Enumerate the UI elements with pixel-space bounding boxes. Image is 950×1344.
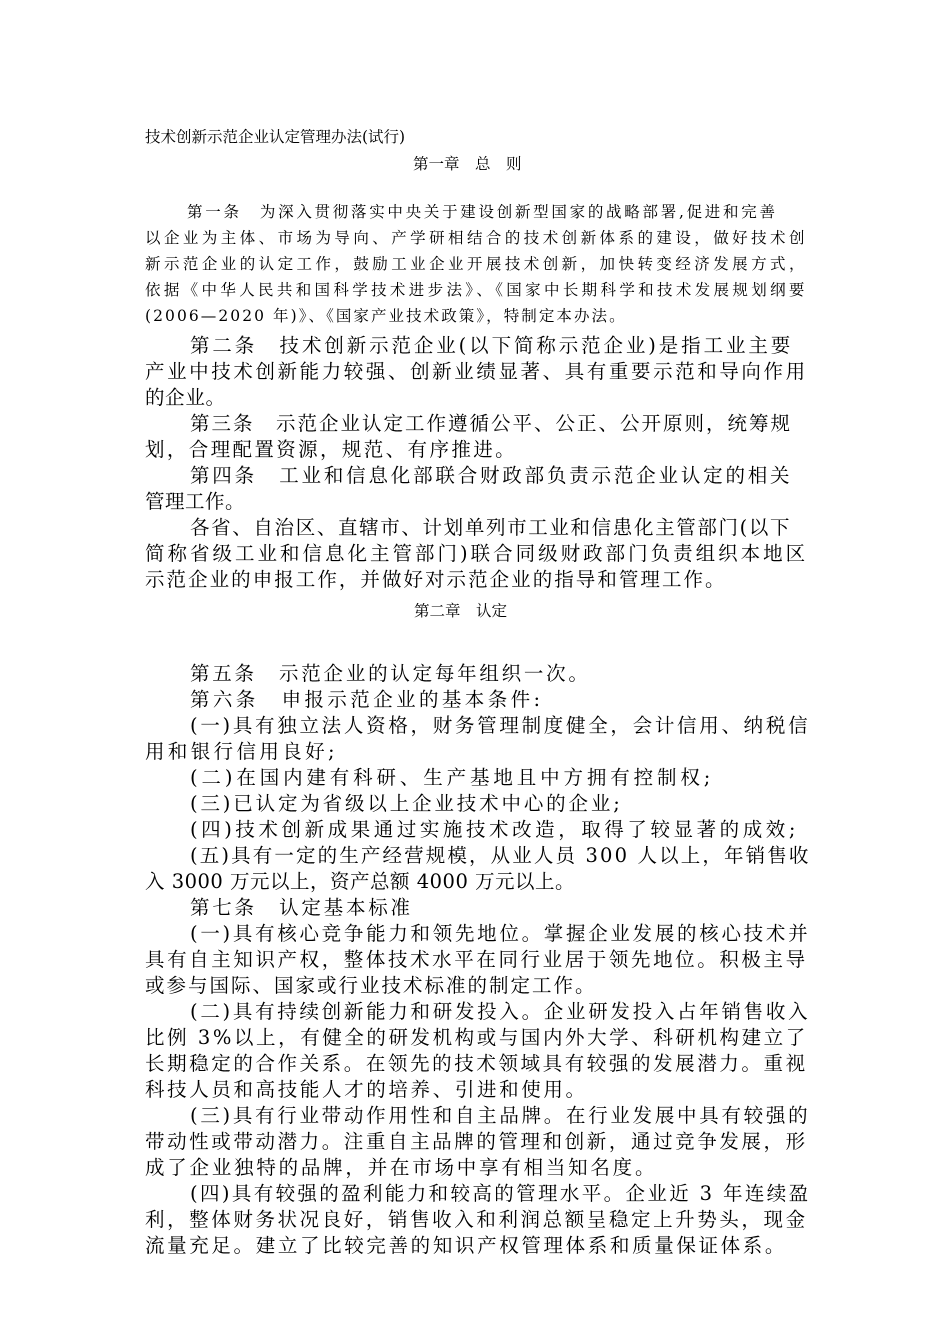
chapter-heading: 第一章 总 则	[413, 155, 522, 173]
body-line: 科技人员和高技能人才的培养、引进和使用。	[145, 1078, 588, 1101]
body-line: 带动性或带动潜力。注重自主品牌的管理和创新，通过竞争发展，形	[145, 1130, 808, 1153]
body-line: 比例 3%以上，有健全的研发机构或与国内外大学、科研机构建立了	[145, 1026, 808, 1049]
body-line: (三)具有行业带动作用性和自主品牌。在行业发展中具有较强的	[190, 1104, 811, 1127]
body-line: 第一条 为深入贯彻落实中央关于建设创新型国家的战略部署,促进和完善	[187, 203, 778, 221]
body-line: 入 3000 万元以上，资产总额 4000 万元以上。	[145, 870, 576, 893]
body-line: 第三条 示范企业认定工作遵循公平、公正、公开原则，统筹规	[190, 412, 793, 435]
body-line: (二)具有持续创新能力和研发投入。企业研发投入占年销售收入	[190, 1000, 811, 1023]
body-line: 的企业。	[145, 386, 226, 409]
document-title: 技术创新示范企业认定管理办法(试行)	[145, 128, 406, 146]
body-line: 第四条 工业和信息化部联合财政部负责示范企业认定的相关	[190, 464, 793, 487]
body-line: 第二条 技术创新示范企业(以下简称示范企业)是指工业主要	[190, 334, 794, 357]
body-line: 简称省级工业和信息化主管部门)联合同级财政部门负责组织本地区	[145, 542, 809, 565]
body-line: 第七条 认定基本标准	[190, 896, 413, 919]
body-line: 依据《中华人民共和国科学技术进步法》、《国家中长期科学和技术发展规划纲要	[145, 281, 808, 299]
body-line: 产业中技术创新能力较强、创新业绩显著、具有重要示范和导向作用	[145, 360, 808, 383]
body-line: 用和银行信用良好;	[145, 740, 338, 763]
body-line: (一)具有独立法人资格，财务管理制度健全，会计信用、纳税信	[190, 714, 811, 737]
body-line: 各省、自治区、直辖市、计划单列市工业和信患化主管部门(以下	[190, 516, 792, 539]
chapter-heading: 第二章 认定	[414, 602, 508, 620]
body-line: (2006—2020 年)》、《国家产业技术政策》，特制定本办法。	[145, 307, 627, 325]
body-line: (二)在国内建有科研、生产基地且中方拥有控制权;	[190, 766, 715, 789]
body-line: 第六条 申报示范企业的基本条件:	[190, 688, 544, 711]
body-line: 成了企业独特的品牌，并在市场中享有相当知名度。	[145, 1156, 658, 1179]
body-line: 或参与国际、国家或行业技术标准的制定工作。	[145, 974, 597, 997]
body-line: 以企业为主体、市场为导向、产学研相结合的技术创新体系的建设，做好技术创	[145, 229, 808, 247]
body-line: 第五条 示范企业的认定每年组织一次。	[190, 662, 591, 685]
body-line: (四)具有较强的盈利能力和较高的管理水平。企业近 3 年连续盈	[190, 1182, 811, 1205]
body-line: 新示范企业的认定工作，鼓励工业企业开展技术创新，加快转变经济发展方式，	[145, 255, 808, 273]
body-line: (五)具有一定的生产经营规模，从业人员 300 人以上，年销售收	[190, 844, 811, 867]
body-line: 划，合理配置资源，规范、有序推进。	[145, 438, 517, 461]
body-line: 长期稳定的合作关系。在领先的技术领域具有较强的发展潜力。重视	[145, 1052, 808, 1075]
body-line: (四)技术创新成果通过实施技术改造，取得了较显著的成效;	[190, 818, 799, 841]
body-line: 管理工作。	[145, 490, 246, 513]
body-line: (一)具有核心竞争能力和领先地位。掌握企业发展的核心技术并	[190, 922, 811, 945]
body-line: 示范企业的申报工作，并做好对示范企业的指导和管理工作。	[145, 568, 727, 591]
body-line: 利，整体财务状况良好，销售收入和利润总额呈稳定上升势头，现金	[145, 1208, 808, 1231]
body-line: (三)已认定为省级以上企业技术中心的企业;	[190, 792, 623, 815]
body-line: 流量充足。建立了比较完善的知识产权管理体系和质量保证体系。	[145, 1234, 788, 1257]
body-line: 具有自主知识产权，整体技术水平在同行业居于领先地位。积极主导	[145, 948, 808, 971]
